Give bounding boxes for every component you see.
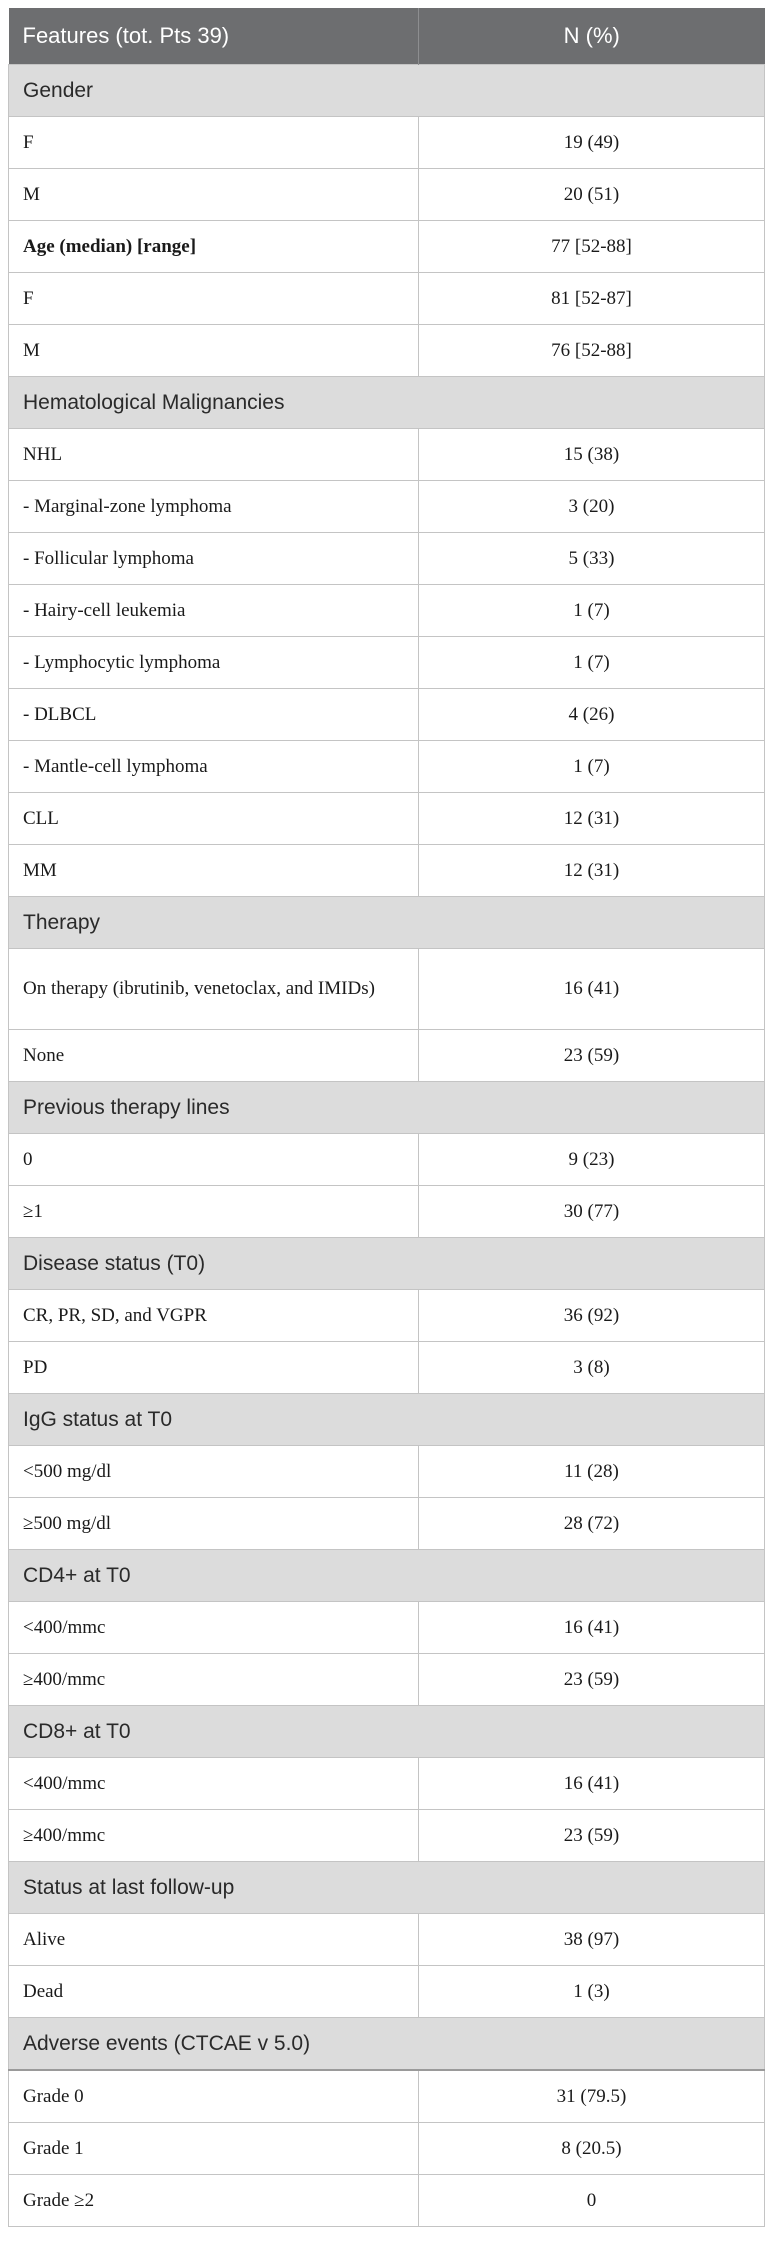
value-cell: 16 (41) — [419, 1758, 765, 1810]
value-cell: 3 (8) — [419, 1342, 765, 1394]
value-cell: 0 — [419, 2175, 765, 2227]
section-row — [9, 1082, 765, 1134]
section-label: Previous therapy lines — [9, 1082, 765, 1134]
table-row — [9, 2175, 765, 2227]
feature-cell: F — [9, 273, 419, 325]
section-row — [9, 1394, 765, 1446]
feature-cell: Dead — [9, 1966, 419, 2018]
section-row — [9, 1862, 765, 1914]
table-body — [9, 65, 765, 2227]
feature-cell: Alive — [9, 1914, 419, 1966]
value-cell: 23 (59) — [419, 1030, 765, 1082]
table-row — [9, 1498, 765, 1550]
section-row — [9, 377, 765, 429]
section-label: IgG status at T0 — [9, 1394, 765, 1446]
feature-cell: MM — [9, 845, 419, 897]
section-row — [9, 897, 765, 949]
table-row — [9, 1602, 765, 1654]
table-row — [9, 429, 765, 481]
section-label: CD4+ at T0 — [9, 1550, 765, 1602]
table-row — [9, 585, 765, 637]
value-cell: 12 (31) — [419, 845, 765, 897]
feature-cell: ≥400/mmc — [9, 1810, 419, 1862]
feature-cell: <400/mmc — [9, 1602, 419, 1654]
value-cell: 23 (59) — [419, 1654, 765, 1706]
section-row — [9, 65, 765, 117]
table-row — [9, 2070, 765, 2123]
feature-cell: - Follicular lymphoma — [9, 533, 419, 585]
feature-cell: <500 mg/dl — [9, 1446, 419, 1498]
section-row — [9, 1706, 765, 1758]
value-cell: 23 (59) — [419, 1810, 765, 1862]
value-cell: 38 (97) — [419, 1914, 765, 1966]
feature-cell: <400/mmc — [9, 1758, 419, 1810]
table-row — [9, 1186, 765, 1238]
value-cell: 1 (7) — [419, 741, 765, 793]
feature-cell: M — [9, 169, 419, 221]
feature-cell: NHL — [9, 429, 419, 481]
section-label: Therapy — [9, 897, 765, 949]
value-cell: 1 (3) — [419, 1966, 765, 2018]
table-row — [9, 949, 765, 1030]
value-cell: 77 [52-88] — [419, 221, 765, 273]
table-row — [9, 533, 765, 585]
value-cell: 16 (41) — [419, 949, 765, 1030]
table-row — [9, 1654, 765, 1706]
table-row — [9, 1290, 765, 1342]
value-cell: 3 (20) — [419, 481, 765, 533]
section-label: CD8+ at T0 — [9, 1706, 765, 1758]
value-cell: 20 (51) — [419, 169, 765, 221]
table-row — [9, 117, 765, 169]
value-cell: 1 (7) — [419, 585, 765, 637]
feature-cell: F — [9, 117, 419, 169]
table-row — [9, 1758, 765, 1810]
table-row — [9, 481, 765, 533]
value-cell: 81 [52-87] — [419, 273, 765, 325]
value-cell: 31 (79.5) — [419, 2070, 765, 2123]
table-row — [9, 325, 765, 377]
feature-cell: CLL — [9, 793, 419, 845]
feature-cell: - Hairy-cell leukemia — [9, 585, 419, 637]
table-row — [9, 637, 765, 689]
table-row — [9, 221, 765, 273]
value-cell: 12 (31) — [419, 793, 765, 845]
feature-cell: Age (median) [range] — [9, 221, 419, 273]
table-row — [9, 1914, 765, 1966]
value-cell: 30 (77) — [419, 1186, 765, 1238]
feature-cell: Grade ≥2 — [9, 2175, 419, 2227]
table-row — [9, 169, 765, 221]
feature-cell: - Lymphocytic lymphoma — [9, 637, 419, 689]
feature-cell: ≥400/mmc — [9, 1654, 419, 1706]
value-cell: 9 (23) — [419, 1134, 765, 1186]
value-cell: 28 (72) — [419, 1498, 765, 1550]
table-row — [9, 1810, 765, 1862]
section-label: Gender — [9, 65, 765, 117]
table-row — [9, 689, 765, 741]
table-row — [9, 2123, 765, 2175]
section-row — [9, 2018, 765, 2071]
feature-cell: - Marginal-zone lymphoma — [9, 481, 419, 533]
section-label: Disease status (T0) — [9, 1238, 765, 1290]
feature-cell: 0 — [9, 1134, 419, 1186]
value-cell: 5 (33) — [419, 533, 765, 585]
value-cell: 4 (26) — [419, 689, 765, 741]
feature-cell: Grade 0 — [9, 2070, 419, 2123]
table-row — [9, 845, 765, 897]
table-row — [9, 273, 765, 325]
table-row — [9, 1966, 765, 2018]
section-row — [9, 1238, 765, 1290]
table-row — [9, 1030, 765, 1082]
section-label: Adverse events (CTCAE v 5.0) — [9, 2018, 765, 2071]
value-cell: 8 (20.5) — [419, 2123, 765, 2175]
table-row — [9, 793, 765, 845]
feature-cell: - Mantle-cell lymphoma — [9, 741, 419, 793]
feature-cell: M — [9, 325, 419, 377]
feature-cell: None — [9, 1030, 419, 1082]
feature-cell: PD — [9, 1342, 419, 1394]
features-column-header: Features (tot. Pts 39) — [9, 8, 419, 65]
value-cell: 11 (28) — [419, 1446, 765, 1498]
feature-cell: Grade 1 — [9, 2123, 419, 2175]
feature-cell: CR, PR, SD, and VGPR — [9, 1290, 419, 1342]
value-cell: 36 (92) — [419, 1290, 765, 1342]
value-cell: 1 (7) — [419, 637, 765, 689]
n-percent-column-header: N (%) — [419, 8, 765, 65]
section-label: Hematological Malignancies — [9, 377, 765, 429]
feature-cell: On therapy (ibrutinib, venetoclax, and IMIDs) — [9, 949, 419, 1030]
section-label: Status at last follow-up — [9, 1862, 765, 1914]
patient-characteristics-table — [8, 8, 765, 2227]
value-cell: 16 (41) — [419, 1602, 765, 1654]
feature-cell: ≥1 — [9, 1186, 419, 1238]
section-row — [9, 1550, 765, 1602]
header-row — [9, 8, 765, 65]
feature-cell: - DLBCL — [9, 689, 419, 741]
table-row — [9, 741, 765, 793]
value-cell: 19 (49) — [419, 117, 765, 169]
value-cell: 76 [52-88] — [419, 325, 765, 377]
feature-cell: ≥500 mg/dl — [9, 1498, 419, 1550]
table-row — [9, 1446, 765, 1498]
value-cell: 15 (38) — [419, 429, 765, 481]
table-row — [9, 1342, 765, 1394]
table-row — [9, 1134, 765, 1186]
